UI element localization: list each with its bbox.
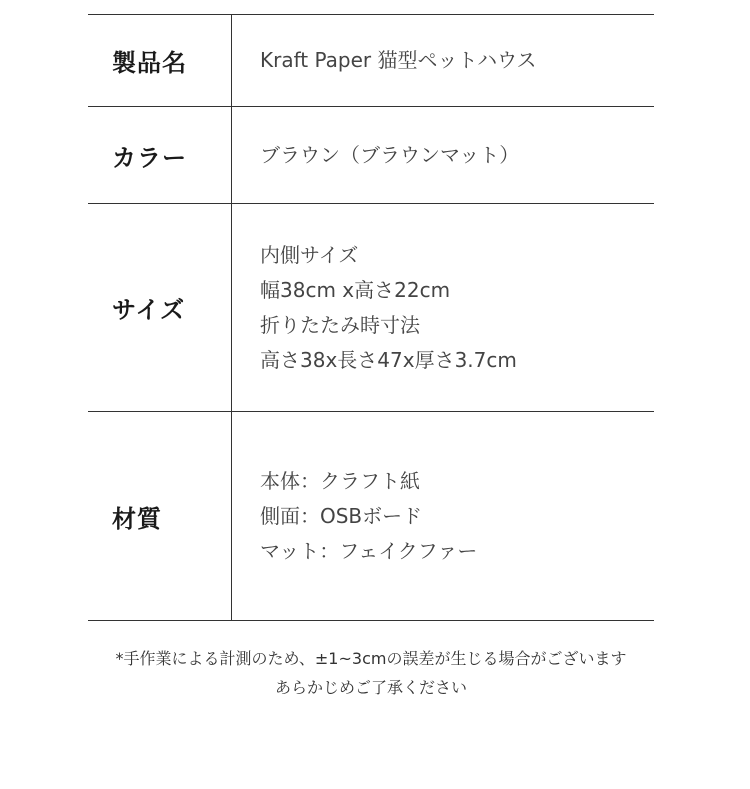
spec-value-line: マット：フェイクファー bbox=[260, 538, 478, 563]
note-line: あらかじめご了承ください bbox=[274, 678, 467, 697]
spec-value bbox=[232, 412, 654, 620]
spec-value bbox=[232, 15, 654, 106]
spec-label: サイズ bbox=[88, 204, 232, 411]
spec-row-product-name bbox=[88, 15, 654, 107]
spec-row-size bbox=[88, 204, 654, 412]
spec-value-line: 側面：OSBボード bbox=[260, 503, 423, 528]
spec-table bbox=[88, 14, 654, 621]
spec-value-line: 幅38cm x高さ22cm bbox=[260, 277, 451, 302]
spec-label: 材質 bbox=[88, 412, 232, 620]
note-line: *手作業による計測のため、±1~3cmの誤差が生じる場合がございます bbox=[115, 649, 627, 668]
spec-value bbox=[232, 204, 654, 411]
spec-value-line: ブラウン（ブラウンマット） bbox=[260, 142, 520, 167]
spec-label: 製品名 bbox=[88, 15, 232, 106]
spec-row-material bbox=[88, 412, 654, 621]
spec-value bbox=[232, 107, 654, 203]
spec-label: カラー bbox=[88, 107, 232, 203]
spec-value-line: 高さ38x長さ47x厚さ3.7cm bbox=[260, 347, 517, 372]
spec-value-line: 内側サイズ bbox=[260, 242, 359, 267]
spec-value-line: 折りたたみ時寸法 bbox=[260, 312, 420, 337]
spec-row-color bbox=[88, 107, 654, 204]
spec-value-line: Kraft Paper 猫型ペットハウス bbox=[260, 48, 537, 72]
measurement-note bbox=[88, 644, 654, 702]
spec-value-line: 本体：クラフト紙 bbox=[260, 468, 420, 493]
